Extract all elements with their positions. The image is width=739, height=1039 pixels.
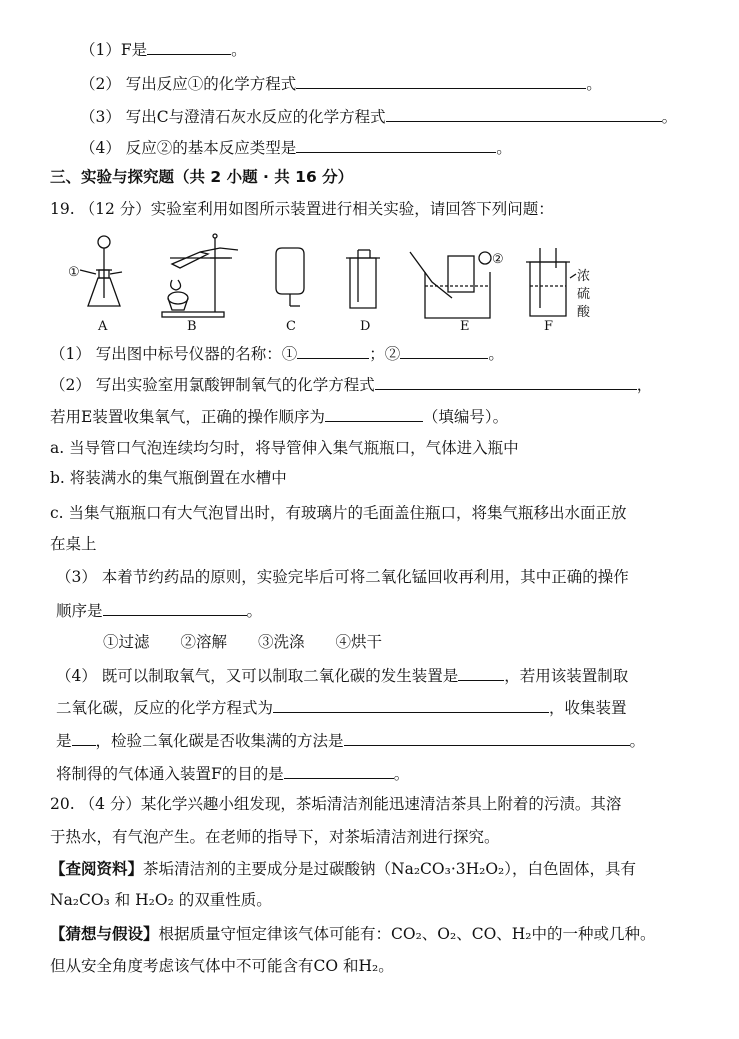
q19-part-2-end: ，: [636, 376, 653, 394]
q18-line-3-text: （3） 写出C与澄清石灰水反应的化学方程式: [80, 108, 386, 126]
answer-blank: [103, 598, 247, 616]
answer-blank: [375, 372, 637, 390]
answer-blank: [72, 728, 96, 746]
procedure-steps: ①过滤 ②溶解 ③洗涤 ④烘干: [103, 633, 383, 651]
answer-blank: [400, 341, 488, 359]
label-a: A: [98, 319, 108, 333]
q18-line-4-end: 。: [496, 139, 512, 157]
answer-blank: [273, 695, 549, 713]
q20-line-4: Na₂CO₃ 和 H₂O₂ 的双重性质。: [50, 891, 272, 909]
q19-part-4: [56, 663, 628, 685]
acid-label-1: 浓: [577, 269, 591, 284]
apparatus-figure: [60, 228, 620, 333]
q20-line-3: [50, 858, 636, 880]
mark-2: ②: [492, 252, 504, 267]
q18-line-2-text: （2） 写出反应①的化学方程式: [80, 75, 297, 93]
q18-line-4-text: （4） 反应②的基本反应类型是: [80, 139, 297, 157]
q19-part-4-text: （4） 既可以制取氧气，又可以制取二氧化碳的发生装置是: [56, 667, 459, 685]
q19-part-4b-text: 二氧化碳，反应的化学方程式为: [56, 699, 274, 717]
answer-blank: [296, 71, 586, 89]
q19-part-1-end: 。: [488, 345, 504, 363]
q19-part-2: [50, 372, 652, 394]
q18-line-2: [80, 71, 602, 93]
q19-part-3b-end: 。: [246, 602, 263, 620]
q18-line-1-text: （1）F是: [80, 41, 148, 59]
answer-blank: [386, 104, 662, 122]
apparatus-e: [410, 252, 491, 318]
apparatus-b: [162, 234, 238, 317]
q19-part-3b: [56, 598, 262, 620]
label-d: D: [360, 319, 371, 333]
answer-blank: [325, 404, 423, 422]
answer-blank: [297, 341, 369, 359]
q20-line-2: 于热水，有气泡产生。在老师的指导下，对茶垢清洁剂进行探究。: [50, 828, 500, 846]
ref-materials-heading: 【查阅资料】: [50, 860, 144, 878]
acid-label-3: 酸: [577, 305, 591, 320]
q19-part-2b: [50, 404, 508, 426]
apparatus-d: [346, 250, 380, 308]
answer-blank: [344, 728, 630, 746]
option-b: b. 将装满水的集气瓶倒置在水槽中: [50, 469, 287, 487]
q19-part-4b: [56, 695, 627, 717]
q19-part-4d: [56, 761, 409, 783]
q19-part-4d-end: 。: [393, 765, 410, 783]
label-b: B: [187, 319, 197, 333]
q18-line-3: [80, 104, 677, 126]
apparatus-c: [276, 248, 304, 306]
q20-line-5: [50, 923, 656, 945]
q19-part-3: （3） 本着节约药品的原则，实验完毕后可将二氧化锰回收再利用，其中正确的操作: [56, 568, 629, 586]
q19-part-2b-end: （填编号）。: [422, 408, 509, 426]
q18-line-3-end: 。: [661, 108, 678, 126]
apparatus-a: [80, 236, 122, 306]
mark-1: ①: [68, 265, 80, 280]
q19-part-4c-text: 是: [56, 732, 72, 750]
option-a: a. 当导管口气泡连续均匀时，将导管伸入集气瓶瓶口，气体进入瓶中: [50, 439, 519, 457]
option-c-line-1: c. 当集气瓶瓶口有大气泡冒出时，有玻璃片的毛面盖住瓶口，将集气瓶移出水面正放: [50, 504, 627, 522]
q18-line-2-end: 。: [586, 75, 602, 93]
q18-line-1-end: 。: [231, 41, 247, 59]
answer-blank: [147, 37, 231, 55]
q19-part-1: [50, 341, 504, 363]
q20-line-5-text: 根据质量守恒定律该气体可能有：CO₂、O₂、CO、H₂中的一种或几种。: [158, 925, 656, 943]
answer-blank: [284, 761, 394, 779]
answer-blank: [296, 135, 496, 153]
q19-part-1-text: （1） 写出图中标号仪器的名称：①: [50, 345, 298, 363]
acid-label-2: 硫: [577, 287, 591, 302]
q19-part-4-end: ，若用该装置制取: [504, 667, 629, 685]
label-e: E: [460, 319, 470, 333]
q18-line-1: [80, 37, 247, 59]
label-f: F: [544, 319, 554, 333]
q19-intro: 19. （12 分）实验室利用如图所示装置进行相关实验，请回答下列问题：: [50, 200, 554, 218]
q19-part-3b-text: 顺序是: [56, 602, 103, 620]
q20-line-3-text: 茶垢清洁剂的主要成分是过碳酸钠（Na₂CO₃·3H₂O₂），白色固体，具有: [143, 860, 637, 878]
q19-part-2-text: （2） 写出实验室用氯酸钾制氧气的化学方程式: [50, 376, 375, 394]
hypothesis-heading: 【猜想与假设】: [50, 925, 159, 943]
q18-line-4: [80, 135, 512, 157]
q20-line-6: 但从安全角度考虑该气体中不可能含有CO 和H₂。: [50, 957, 394, 975]
apparatus-f: [526, 248, 576, 316]
option-c-line-2: 在桌上: [50, 535, 97, 553]
q19-part-4d-text: 将制得的气体通入装置F的目的是: [56, 765, 284, 783]
section-heading: 三、实验与探究题（共 2 小题 · 共 16 分）: [50, 168, 354, 186]
q19-part-4c-end: 。: [629, 732, 646, 750]
q19-part-2b-text: 若用E装置收集氧气，正确的操作顺序为: [50, 408, 325, 426]
q20-line-1: 20. （4 分）某化学兴趣小组发现，茶垢清洁剂能迅速清洁茶具上附着的污渍。其溶: [50, 795, 622, 813]
q19-part-4b-end: ，收集装置: [549, 699, 627, 717]
answer-blank: [458, 663, 504, 681]
label-c: C: [286, 319, 296, 333]
q19-part-4c-mid: ，检验二氧化碳是否收集满的方法是: [95, 732, 344, 750]
q19-part-1-mid: ；②: [369, 345, 401, 363]
q19-part-4c: [56, 728, 645, 750]
